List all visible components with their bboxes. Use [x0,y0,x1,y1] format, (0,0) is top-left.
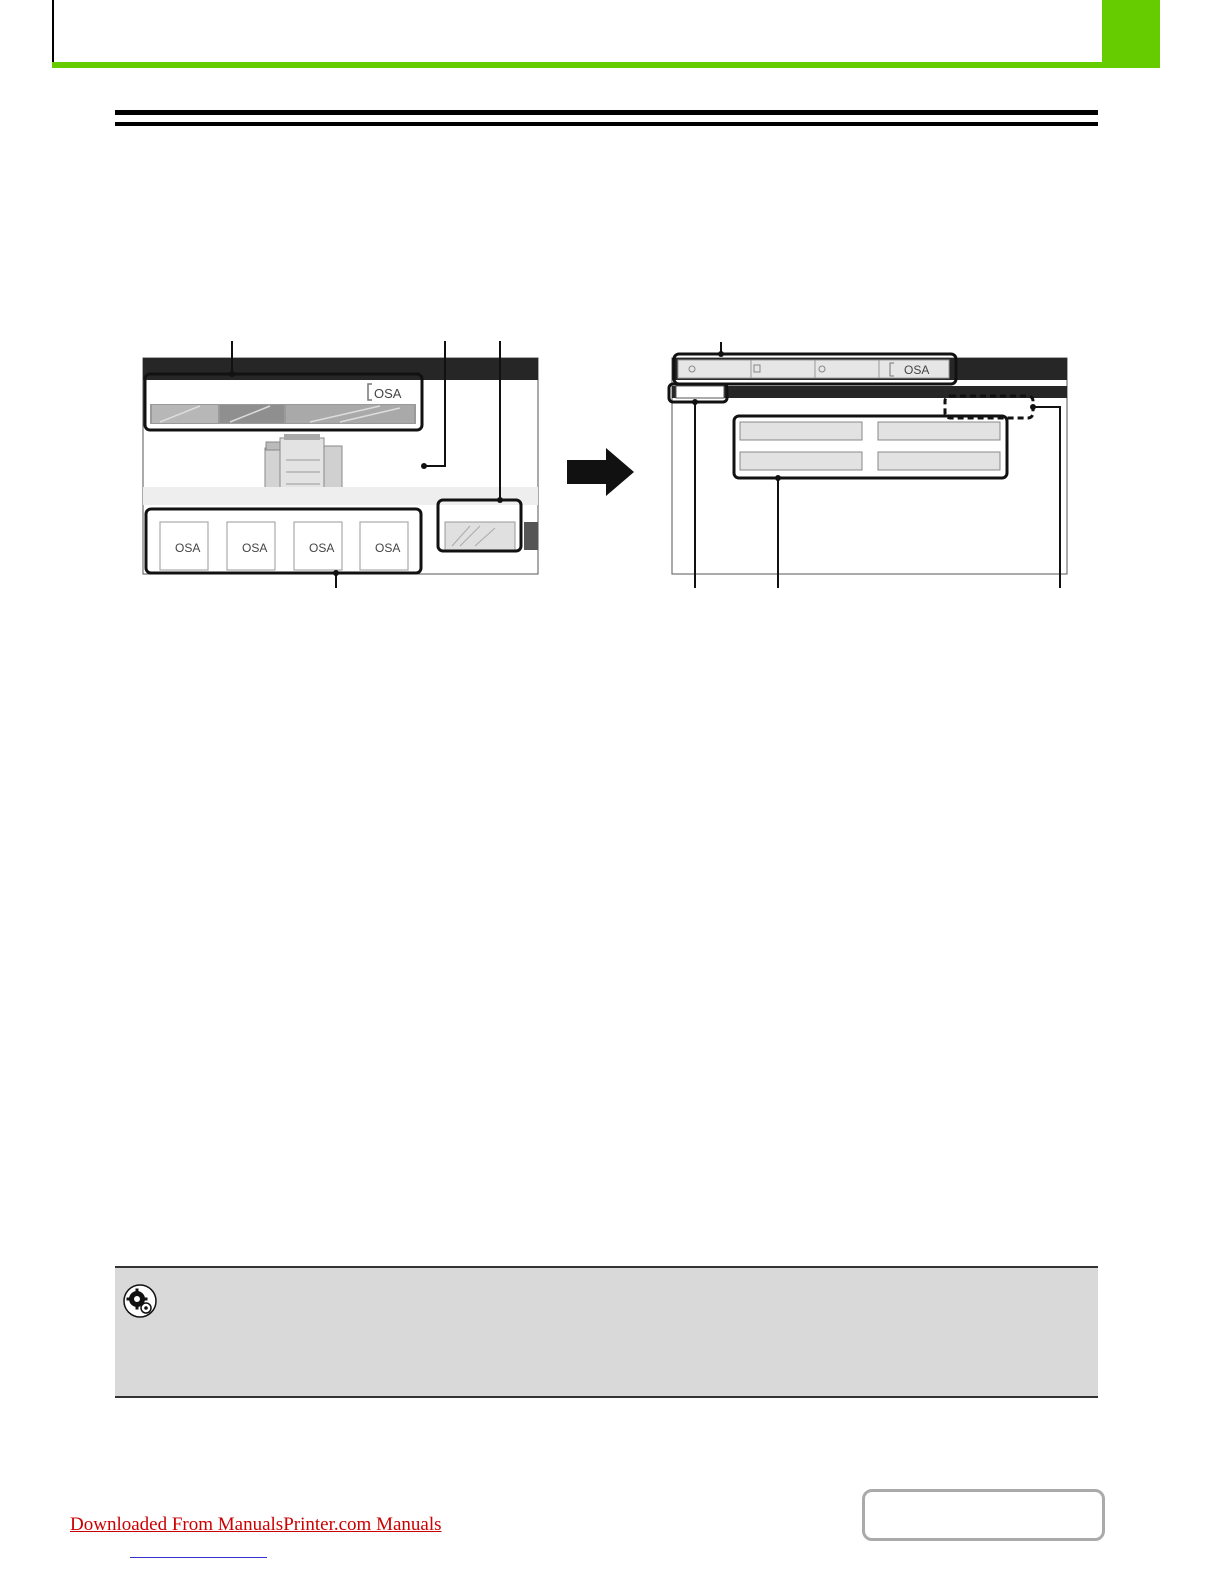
title-rule-top [115,110,1098,115]
header-accent-rule [52,62,1160,68]
header-bar [52,0,1104,64]
tile-osa-logo: OSA [242,541,268,555]
right-arrow-icon [567,448,634,496]
title-rule-bottom [115,122,1098,126]
tile-osa-logo: OSA [375,541,401,555]
gear-settings-icon [123,1284,157,1318]
tab-osa-logo: OSA [904,363,930,377]
tile-osa-logo: OSA [175,541,201,555]
home-title-bar [143,358,538,380]
banner-osa-logo: OSA [374,386,402,401]
screen-transition-figure [140,336,1075,596]
home-screen-panel [143,341,538,588]
tile-osa-logo: OSA [309,541,335,555]
footer-download-link[interactable]: Downloaded From ManualsPrinter.com Manuals [70,1514,442,1535]
page-navigation-box[interactable] [862,1489,1105,1541]
system-settings-note [115,1266,1098,1398]
mode-screen-panel [669,342,1067,588]
footer-underline [130,1557,267,1558]
chapter-tab [1102,0,1160,68]
